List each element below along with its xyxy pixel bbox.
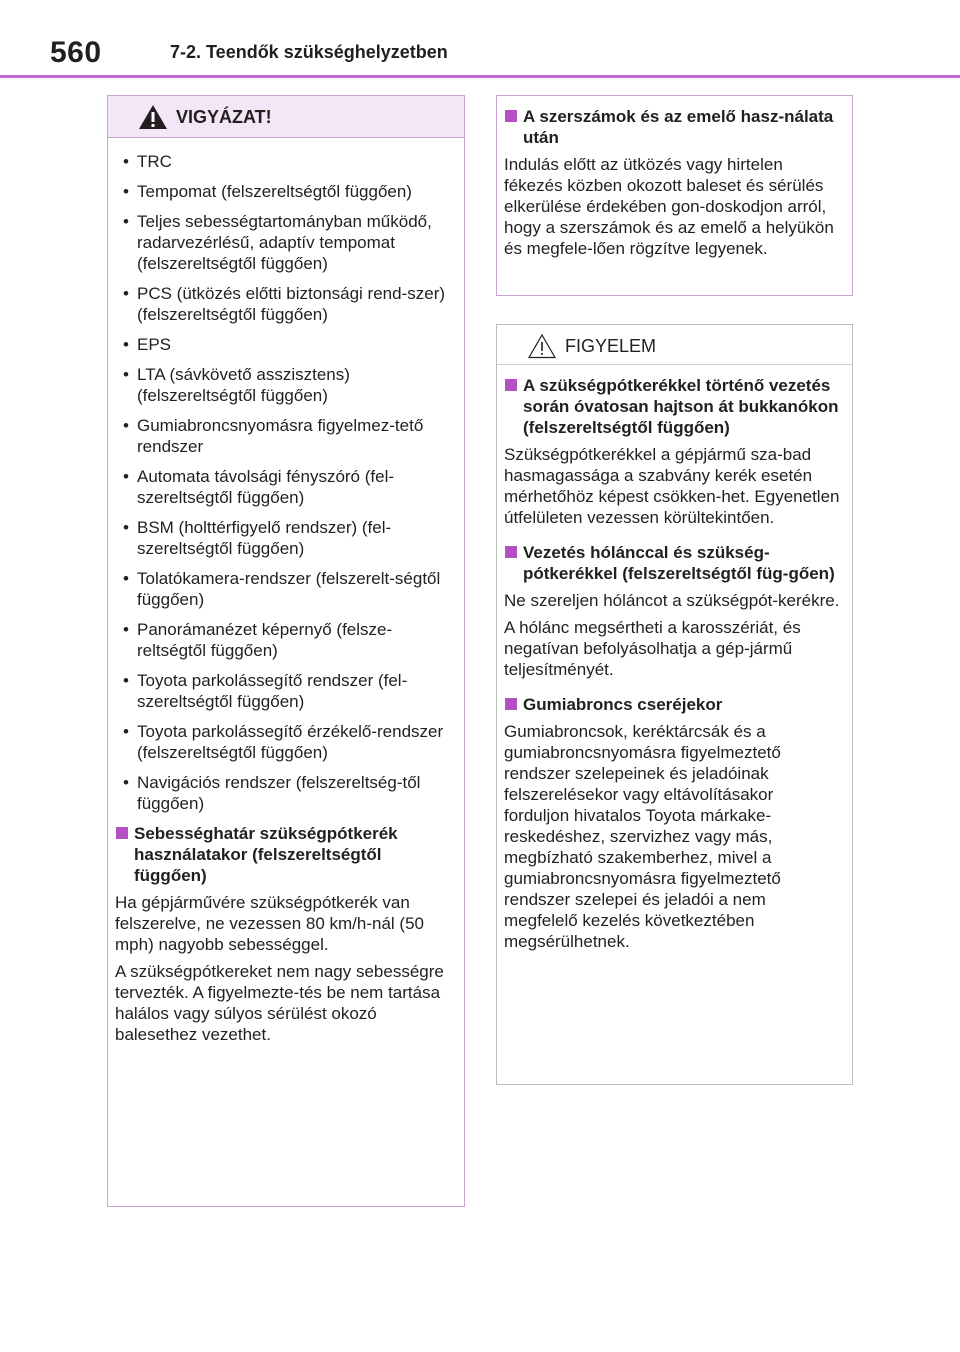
system-list — [115, 151, 454, 814]
list-item: • PCS (ütközés előtti biztonsági rend-szer) (felszereltségtől függően) — [115, 283, 454, 325]
notice-paragraph: Ne szereljen hóláncot a szükségpót-kerékre. — [504, 591, 840, 610]
list-item: • Tempomat (felszereltségtől függően) — [115, 181, 454, 202]
warning-box — [107, 95, 465, 1207]
header-divider — [0, 75, 960, 78]
list-item: • TRC — [115, 151, 454, 172]
notice-section-heading: Vezetés hólánccal és szükség-pótkerékkel (felszereltségtől füg-gően) — [504, 542, 842, 584]
list-item: • BSM (holttérfigyelő rendszer) (fel-szereltségtől függően) — [115, 517, 454, 559]
square-bullet-icon — [505, 698, 517, 710]
speed-limit-paragraph: Ha gépjárművére szükségpótkerék van felszerelve, ne vezessen 80 km/h-nál (50 mph) nagyobb sebességgel. — [115, 893, 424, 954]
notice-section-heading: Gumiabroncs cseréjekor — [504, 694, 842, 715]
speed-limit-paragraph: A szükségpótkereket nem nagy sebességre tervezték. A figyelmezte-tés be nem tartása halálos vagy súlyos sérülést okozó balesethez vezethet. — [115, 962, 444, 1044]
notice-paragraph: Szükségpótkerékkel a gépjármű sza-bad hasmagassága a szabvány kerék esetén mérhetőhöz képest csökken-het. Egyenetlen útfelületen vezessen körültekintően. — [504, 445, 840, 527]
notice-paragraph: Gumiabroncsok, keréktárcsák és a gumiabroncsnyomásra figyelmeztető rendszer szelepeinek és jeladóinak felszerelésekor vagy eltávolításakor forduljon hivatalos Toyota márkake-reskedéshez, szervizhez vagy más, megbízható szakemberhez, mivel a gumiabroncsnyomásra figyelmeztető rendszer szelepei és jeladói a nem megfelelő kezelés következtében megsérülhetnek. — [504, 722, 781, 951]
warning-box-header — [108, 96, 464, 138]
tools-paragraph: Indulás előtt az ütközés vagy hirtelen fékezés közben okozott baleset és sérülés elkerülése érdekében gon-doskodjon arról, hogy a szerszámok és az emelő a helyükön és megfele-lően rögzítve legyenek. — [504, 155, 834, 258]
list-item: • Teljes sebességtartományban működő, radarvezérlésű, adaptív tempomat (felszereltségtől függően) — [115, 211, 454, 274]
notice-paragraph: A hólánc megsértheti a karosszériát, és negatívan befolyásolhatja a gép-jármű teljesítményét. — [504, 618, 801, 679]
square-bullet-icon — [116, 827, 128, 839]
square-bullet-icon — [505, 546, 517, 558]
caution-triangle-outline-icon — [527, 333, 557, 359]
section-title: 7-2. Teendők szükséghelyzetben — [170, 42, 448, 62]
list-item: • Panorámanézet képernyő (felsze-reltségtől függően) — [115, 619, 454, 661]
page-header — [0, 0, 960, 80]
list-item: • Toyota parkolássegítő rendszer (fel-szereltségtől függően) — [115, 670, 454, 712]
list-item: • Toyota parkolássegítő érzékelő-rendszer (felszereltségtől függően) — [115, 721, 454, 763]
list-item: • Tolatókamera-rendszer (felszerelt-ségtől függően) — [115, 568, 454, 610]
warning-title: VIGYÁZAT! — [176, 107, 272, 127]
list-item: • Gumiabroncsnyomásra figyelmez-tető rendszer — [115, 415, 454, 457]
tools-box — [496, 95, 853, 296]
list-item: • Automata távolsági fényszóró (fel-szereltségtől függően) — [115, 466, 454, 508]
square-bullet-icon — [505, 110, 517, 122]
square-bullet-icon — [505, 379, 517, 391]
notice-box-header — [497, 325, 852, 365]
page-number: 560 — [50, 36, 102, 69]
tools-heading: A szerszámok és az emelő hasz-nálata után — [504, 106, 842, 148]
notice-box — [496, 324, 853, 1085]
list-item: • Navigációs rendszer (felszereltség-től függően) — [115, 772, 454, 814]
speed-limit-heading: Sebességhatár szükségpótkerék használatakor (felszereltségtől függően) — [115, 823, 454, 886]
warning-triangle-icon — [138, 104, 168, 130]
notice-section-heading: A szükségpótkerékkel történő vezetés során óvatosan hajtson át bukkanókon (felszereltségtől függően) — [504, 375, 842, 438]
list-item: • LTA (sávkövető asszisztens) (felszereltségtől függően) — [115, 364, 454, 406]
notice-title: FIGYELEM — [565, 336, 657, 356]
list-item: • EPS — [115, 334, 454, 355]
